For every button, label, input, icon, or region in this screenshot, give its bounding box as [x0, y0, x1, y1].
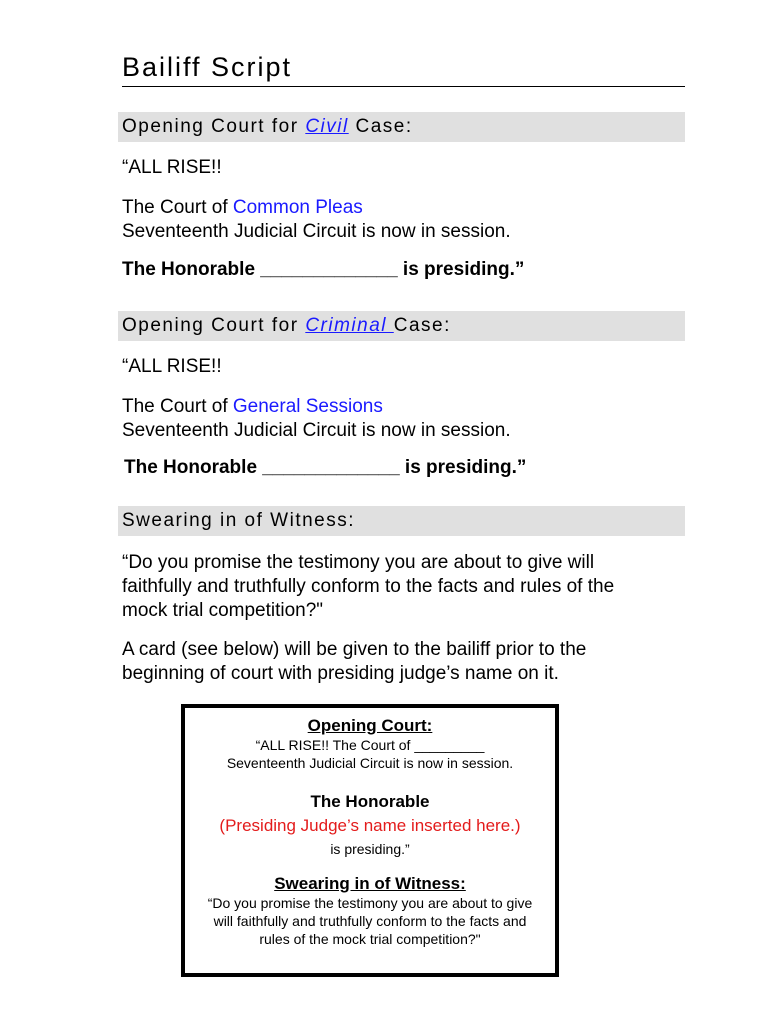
criminal-link[interactable]: Criminal — [305, 315, 394, 336]
card-opening-line-2: Seventeenth Judicial Circuit is now in session. — [226, 755, 514, 771]
criminal-presiding: The Honorable _____________ is presiding.” — [124, 457, 527, 478]
civil-court-prefix: The Court of — [122, 197, 233, 218]
card-swearing-heading: Swearing in of Witness: — [274, 874, 466, 893]
civil-heading-prefix: Opening Court for — [122, 116, 306, 137]
civil-heading-suffix: Case: — [348, 116, 413, 137]
card-swearing-line-2: will faithfully and truthfully conform to the facts and — [213, 913, 527, 929]
criminal-heading — [118, 311, 685, 341]
criminal-court-line — [122, 395, 383, 419]
card-opening-heading: Opening Court: — [307, 716, 433, 735]
card-note-line-2: beginning of court with presiding judge’s name on it. — [122, 663, 559, 684]
witness-line-2: faithfully and truthfully conform to the facts and rules of the — [122, 576, 615, 597]
criminal-court-prefix: The Court of — [122, 396, 233, 417]
criminal-heading-prefix: Opening Court for — [122, 315, 306, 336]
criminal-all-rise: “ALL RISE!! — [122, 356, 222, 377]
card-opening-line-1: “ALL RISE!! The Court of _________ — [255, 737, 485, 753]
civil-court-name: Common Pleas — [232, 197, 363, 218]
civil-heading — [118, 112, 685, 142]
civil-all-rise: “ALL RISE!! — [122, 157, 222, 178]
card-swearing-line-3: rules of the mock trial competition?" — [259, 931, 481, 947]
page-title: Bailiff Script — [122, 50, 685, 87]
witness-heading: Swearing in of Witness: — [118, 506, 685, 536]
bailiff-card — [181, 704, 559, 977]
civil-presiding: The Honorable _____________ is presiding.” — [122, 259, 525, 280]
witness-line-1: “Do you promise the testimony you are about to give will — [122, 552, 595, 573]
card-swearing-line-1: “Do you promise the testimony you are about to give — [207, 895, 533, 911]
witness-line-3: mock trial competition?" — [122, 600, 324, 621]
card-note-line-1: A card (see below) will be given to the bailiff prior to the — [122, 639, 587, 660]
civil-session: Seventeenth Judicial Circuit is now in session. — [122, 221, 511, 242]
card-presiding: is presiding.” — [330, 841, 410, 857]
criminal-heading-suffix: Case: — [393, 315, 451, 336]
card-honorable: The Honorable — [310, 792, 430, 811]
civil-link[interactable]: Civil — [305, 116, 349, 137]
criminal-session: Seventeenth Judicial Circuit is now in session. — [122, 420, 511, 441]
card-judge-placeholder: (Presiding Judge’s name inserted here.) — [219, 816, 521, 835]
criminal-court-name: General Sessions — [232, 396, 383, 417]
civil-court-line — [122, 196, 363, 220]
